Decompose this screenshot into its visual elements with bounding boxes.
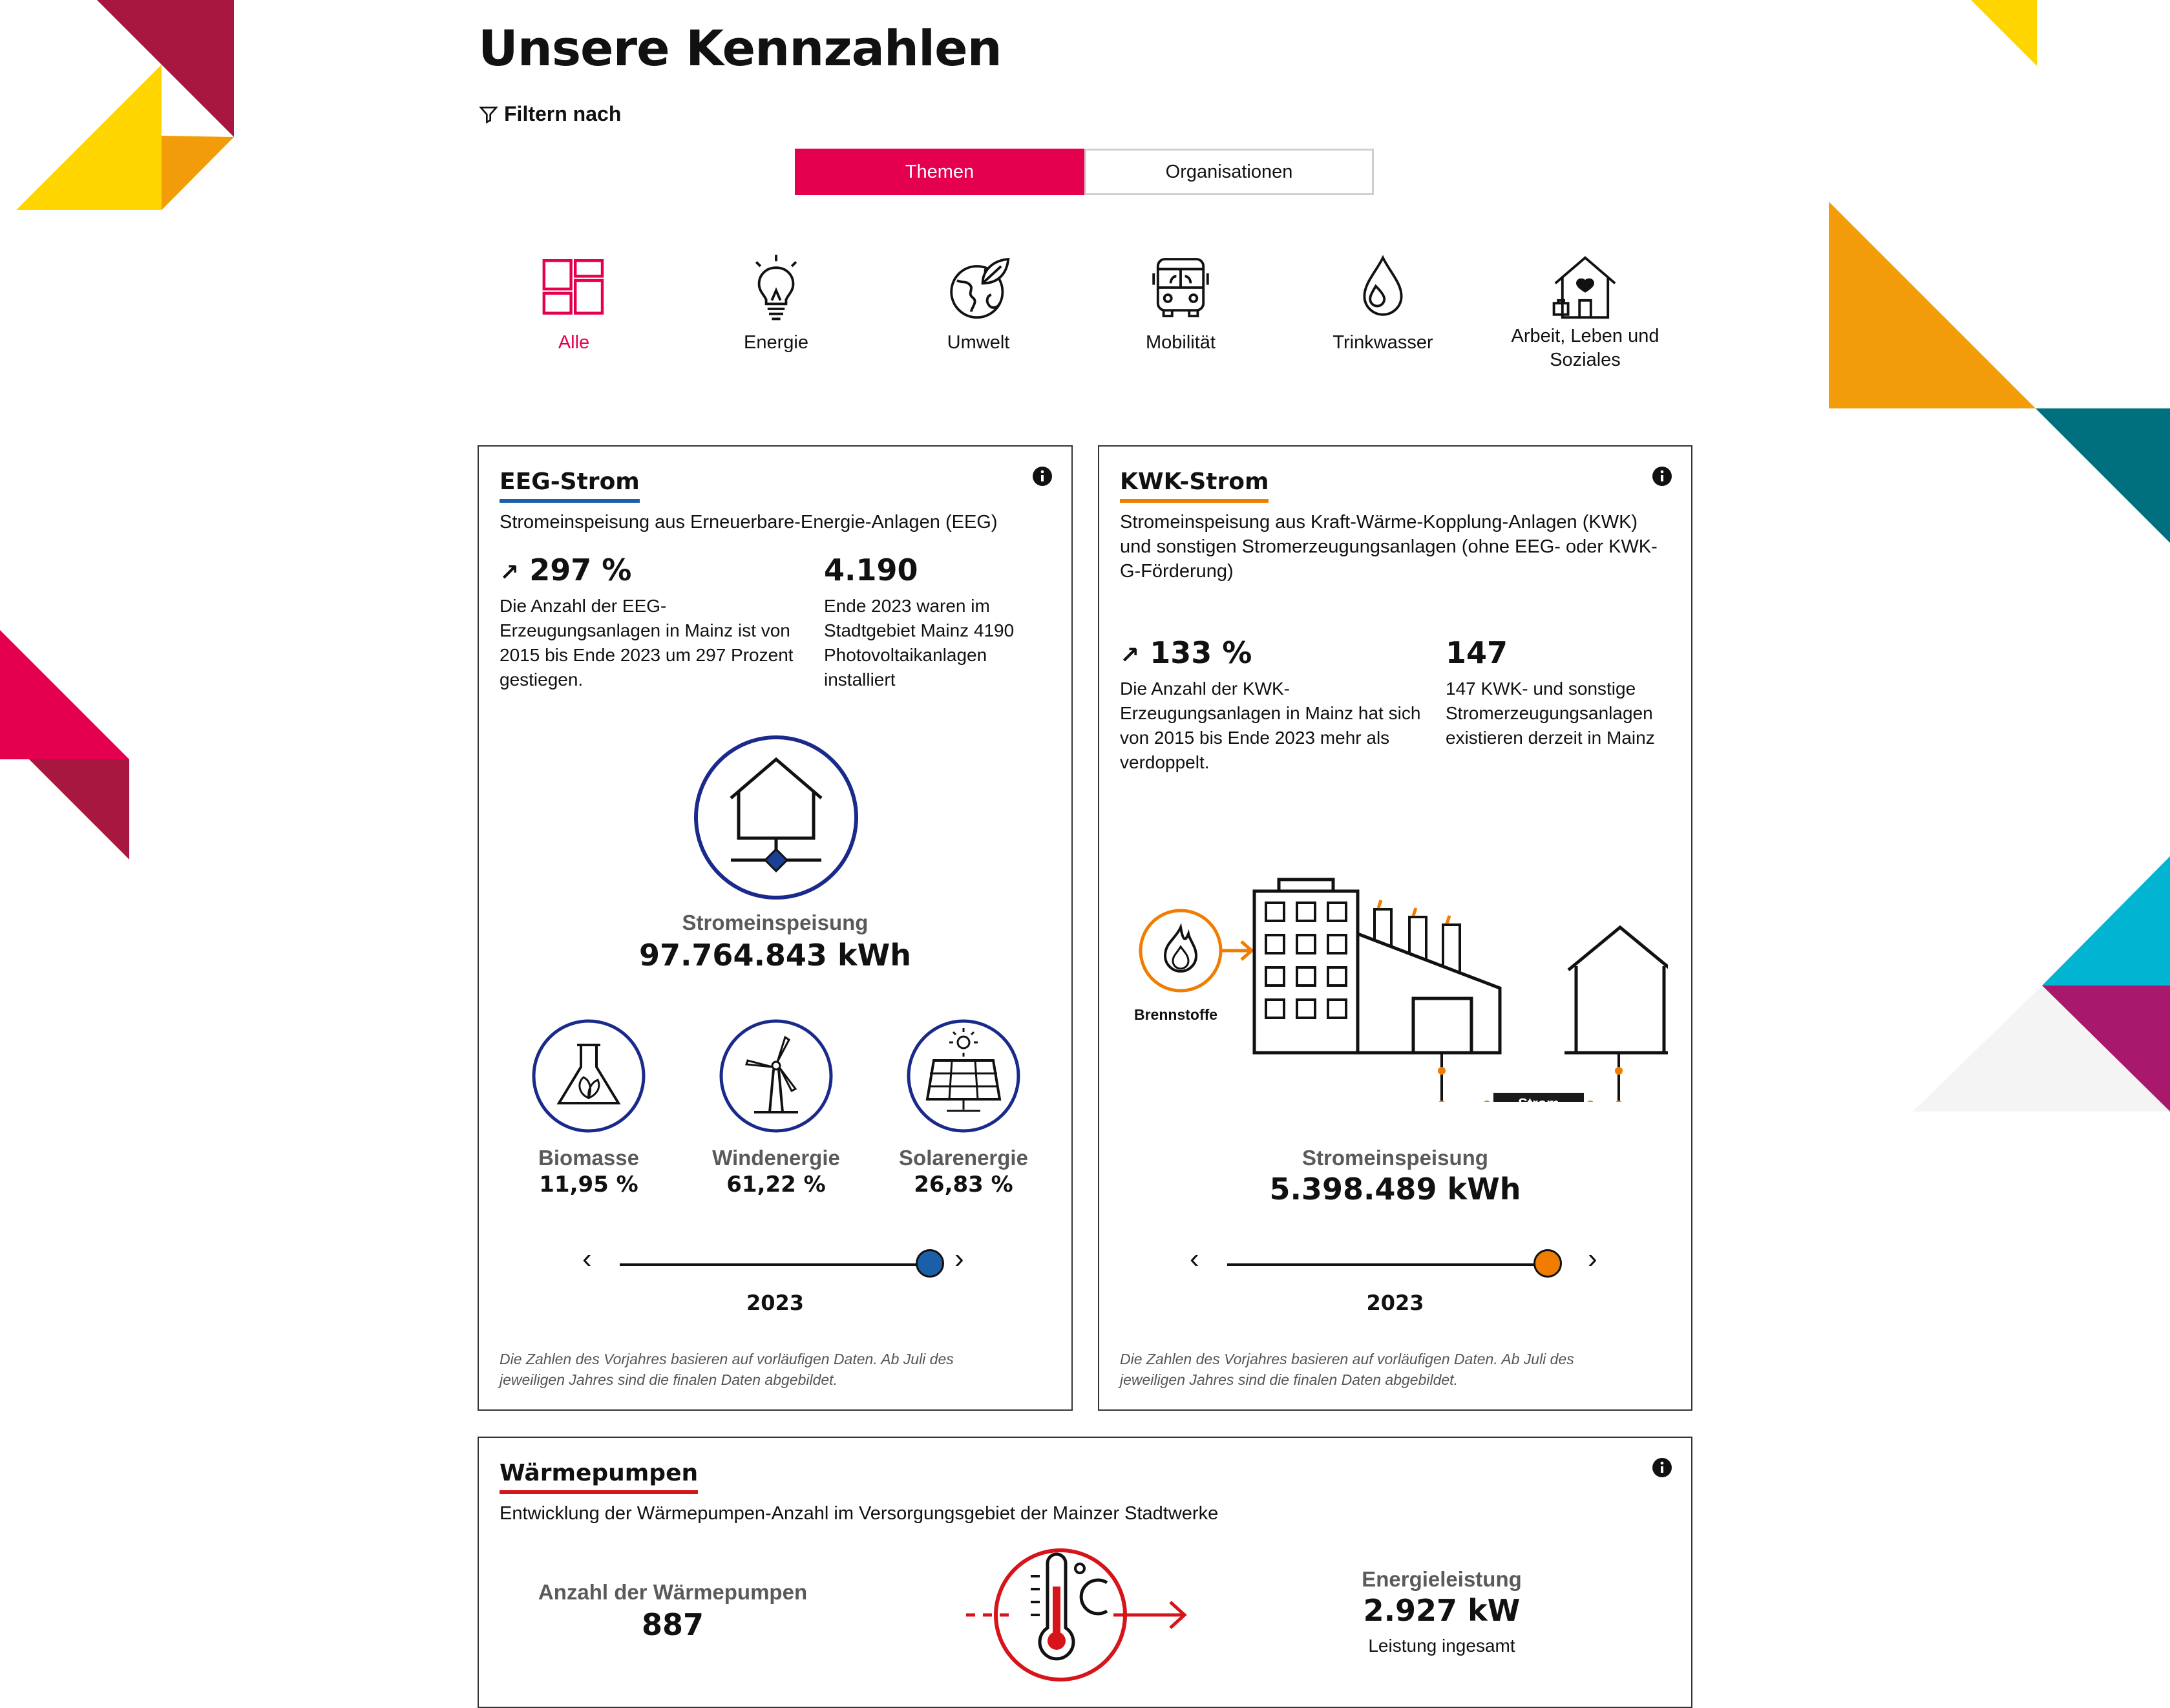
filter-segmented-control bbox=[795, 149, 1374, 195]
category-label-line1: Arbeit, Leben und bbox=[1511, 326, 1659, 346]
stat-value-plants: 147 bbox=[1446, 635, 1508, 670]
info-icon[interactable] bbox=[1652, 466, 1672, 487]
stat-description bbox=[1120, 677, 1420, 775]
filter-label bbox=[478, 102, 621, 126]
category-trinkwasser[interactable] bbox=[1299, 252, 1467, 355]
solar-panel-icon bbox=[905, 1018, 1022, 1134]
year-next-button[interactable]: › bbox=[954, 1243, 964, 1274]
year-slider-handle[interactable] bbox=[1533, 1249, 1562, 1278]
card-subtitle: Entwicklung der Wärmepumpen-Anzahl im Versorgungsgebiet der Mainzer Stadtwerke bbox=[500, 1503, 1219, 1524]
text-line: installiert bbox=[824, 669, 896, 690]
tab-organisationen[interactable]: Organisationen bbox=[1084, 149, 1374, 195]
energy-output-note: Leistung ingesamt bbox=[1368, 1636, 1515, 1656]
footnote bbox=[500, 1349, 954, 1390]
text-line: von 2015 bis Ende 2023 mehr als bbox=[1120, 728, 1390, 748]
stat-value: 133 % bbox=[1150, 635, 1252, 670]
category-alle[interactable] bbox=[490, 252, 658, 355]
year-prev-button[interactable]: ‹ bbox=[582, 1243, 592, 1274]
category-label: Umwelt bbox=[947, 332, 1010, 353]
power-label: Strom bbox=[1518, 1095, 1559, 1112]
category-label-line2: Soziales bbox=[1550, 350, 1621, 370]
year-slider-track[interactable] bbox=[1227, 1263, 1550, 1266]
thermometer-celsius-icon bbox=[966, 1537, 1238, 1692]
text-line: Erzeugungsanlagen in Mainz ist von bbox=[500, 620, 790, 640]
category-label: Mobilität bbox=[1146, 332, 1216, 353]
year-next-button[interactable]: › bbox=[1588, 1243, 1597, 1274]
heatpump-count-label: Anzahl der Wärmepumpen bbox=[538, 1580, 808, 1604]
arrow-up-right-icon: ↗ bbox=[500, 560, 520, 586]
text-line: gestiegen. bbox=[500, 669, 584, 690]
energy-output-label: Energieleistung bbox=[1362, 1567, 1522, 1591]
card-title: KWK-Strom bbox=[1120, 469, 1269, 503]
category-label: Alle bbox=[558, 332, 590, 353]
fuel-label: Brennstoffe bbox=[1134, 1006, 1218, 1023]
energy-output-value: 2.927 kW bbox=[1363, 1593, 1521, 1628]
text-line: 2015 bis Ende 2023 um 297 Prozent bbox=[500, 645, 794, 665]
stat-value-pv: 4.190 bbox=[824, 553, 918, 587]
info-icon[interactable] bbox=[1652, 1457, 1672, 1478]
text-line: Ende 2023 waren im bbox=[824, 596, 990, 616]
footnote bbox=[1120, 1349, 1574, 1390]
lightbulb-icon bbox=[741, 252, 812, 323]
category-label: Energie bbox=[744, 332, 808, 353]
eeg-strom-card bbox=[478, 445, 1073, 1411]
water-drop-icon bbox=[1347, 252, 1418, 323]
kwk-strom-card bbox=[1098, 445, 1692, 1411]
stat-description-pv bbox=[824, 594, 1014, 692]
text-line: Photovoltaikanlagen bbox=[824, 645, 987, 665]
earth-leaf-icon bbox=[943, 252, 1014, 323]
source-value: 61,22 % bbox=[726, 1172, 826, 1197]
text-line: Die Anzahl der KWK- bbox=[1120, 679, 1290, 699]
text-line: verdoppelt. bbox=[1120, 752, 1210, 772]
text-line: Stromeinspeisung aus Kraft-Wärme-Kopplung-Anlagen (KWK) bbox=[1120, 512, 1638, 532]
flask-leaf-icon bbox=[531, 1018, 647, 1134]
house-heart-icon bbox=[1550, 252, 1621, 323]
feed-in-value: 5.398.489 kWh bbox=[1269, 1172, 1521, 1207]
stat-increase bbox=[1120, 635, 1252, 670]
source-label: Solarenergie bbox=[899, 1146, 1028, 1170]
text-line: existieren derzeit in Mainz bbox=[1446, 728, 1655, 748]
text-line: jeweiligen Jahres sind die finalen Daten abgebildet. bbox=[1120, 1371, 1458, 1388]
arrow-up-right-icon: ↗ bbox=[1120, 642, 1140, 669]
year-label: 2023 bbox=[746, 1291, 805, 1315]
stat-increase bbox=[500, 553, 631, 587]
heatpump-count-value: 887 bbox=[641, 1607, 704, 1642]
card-title: Wärmepumpen bbox=[500, 1460, 698, 1494]
text-line: Stadtgebiet Mainz 4190 bbox=[824, 620, 1015, 640]
category-energie[interactable] bbox=[692, 252, 860, 355]
category-mobilitaet[interactable] bbox=[1097, 252, 1265, 355]
source-label: Windenergie bbox=[712, 1146, 840, 1170]
category-umwelt[interactable] bbox=[894, 252, 1062, 355]
text-line: Erzeugungsanlagen in Mainz hat sich bbox=[1120, 703, 1421, 723]
grid-icon bbox=[538, 252, 609, 323]
text-line: jeweiligen Jahres sind die finalen Daten abgebildet. bbox=[500, 1371, 837, 1388]
info-icon[interactable] bbox=[1032, 466, 1053, 487]
wind-turbine-icon bbox=[718, 1018, 834, 1134]
stat-description bbox=[500, 594, 794, 692]
category-label: Trinkwasser bbox=[1333, 332, 1433, 353]
source-label: Biomasse bbox=[538, 1146, 639, 1170]
year-slider-handle[interactable] bbox=[916, 1249, 944, 1278]
card-title: EEG-Strom bbox=[500, 469, 640, 503]
source-value: 26,83 % bbox=[914, 1172, 1013, 1197]
text-line: Stromerzeugungsanlagen bbox=[1446, 703, 1653, 723]
filter-label-text: Filtern nach bbox=[504, 102, 622, 125]
filter-icon bbox=[478, 104, 499, 125]
text-line: und sonstigen Stromerzeugungsanlagen (ohne EEG- oder KWK- bbox=[1120, 536, 1658, 557]
tab-themen[interactable]: Themen bbox=[795, 149, 1084, 195]
stat-value: 297 % bbox=[529, 553, 632, 587]
year-label: 2023 bbox=[1366, 1291, 1424, 1315]
page-title: Unsere Kennzahlen bbox=[478, 19, 1002, 77]
text-line: Die Zahlen des Vorjahres basieren auf vorläufigen Daten. Ab Juli des bbox=[500, 1351, 954, 1367]
card-subtitle: Stromeinspeisung aus Erneuerbare-Energie-Anlagen (EEG) bbox=[500, 512, 998, 532]
category-arbeit-leben-soziales[interactable] bbox=[1501, 252, 1669, 372]
text-line: G-Förderung) bbox=[1120, 561, 1234, 582]
feed-in-label: Stromeinspeisung bbox=[682, 911, 869, 934]
cogeneration-diagram bbox=[1125, 869, 1668, 1102]
stat-description-plants bbox=[1446, 677, 1655, 750]
card-subtitle bbox=[1120, 510, 1658, 584]
feed-in-value: 97.764.843 kWh bbox=[638, 938, 912, 973]
feed-in-label: Stromeinspeisung bbox=[1302, 1146, 1488, 1170]
waermepumpen-card bbox=[478, 1437, 1692, 1708]
text-line: 147 KWK- und sonstige bbox=[1446, 679, 1636, 699]
text-line: Die Anzahl der EEG- bbox=[500, 596, 667, 616]
house-feed-in-icon bbox=[692, 733, 860, 901]
year-slider-track[interactable] bbox=[620, 1263, 936, 1266]
bus-icon bbox=[1145, 252, 1216, 323]
source-value: 11,95 % bbox=[539, 1172, 638, 1197]
year-prev-button[interactable]: ‹ bbox=[1190, 1243, 1199, 1274]
text-line: Die Zahlen des Vorjahres basieren auf vorläufigen Daten. Ab Juli des bbox=[1120, 1351, 1574, 1367]
